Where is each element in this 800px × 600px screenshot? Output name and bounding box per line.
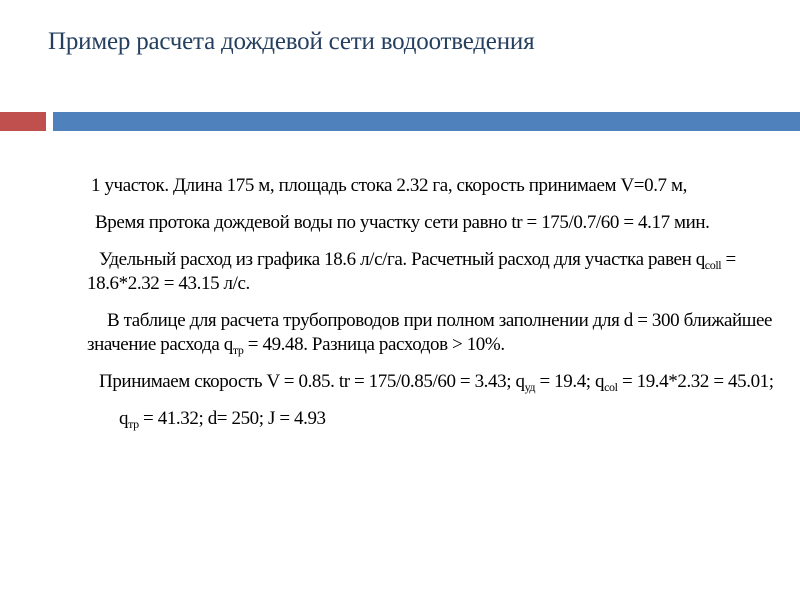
paragraph-specific-flow [87,248,787,296]
paragraph-text: q [119,408,129,429]
paragraph-pipe-table [87,309,787,357]
slide-body [87,174,787,444]
paragraph-text: Принимаем скорость V = 0.85. tr = 175/0.85/60 = 3.43; q [99,371,525,392]
subscript: тр [128,417,139,431]
paragraph-text: 1 участок. Длина 175 м, площадь стока 2.32 га, скорость принимаем V=0.7 м, [91,175,687,196]
accent-bar-red [0,112,46,131]
accent-bar-blue [53,112,800,131]
subscript: coll [704,258,722,272]
paragraph-result [87,407,787,431]
paragraph-text: Время протока дождевой воды по участку сети равно tr = 175/0.7/60 = 4.17 мин. [95,212,710,233]
subscript: col [604,380,618,394]
subscript: тр [232,343,244,357]
paragraph-text: = 41.32; d= 250; J = 4.93 [138,408,326,429]
paragraph-text: = 19.4*2.32 = 45.01; [617,371,774,392]
paragraph-flow-time [87,211,787,235]
paragraph-text: = 49.48. Разница расходов > 10%. [243,334,505,355]
paragraph-text: В таблице для расчета трубопроводов при полном заполнении для d = 300 ближайшее значение расхода q [87,310,773,355]
slide-title: Пример расчета дождевой сети водоотведения [48,28,535,55]
paragraph-accepted-speed [87,370,787,394]
subscript: уд [524,380,536,394]
paragraph-section-1 [87,174,787,198]
paragraph-text: Удельный расход из графика 18.6 л/с/га. Расчетный расход для участка равен q [99,249,705,270]
paragraph-text: = 18.6*2.32 = 43.15 л/с. [87,249,736,294]
paragraph-text: = 19.4; q [535,371,605,392]
